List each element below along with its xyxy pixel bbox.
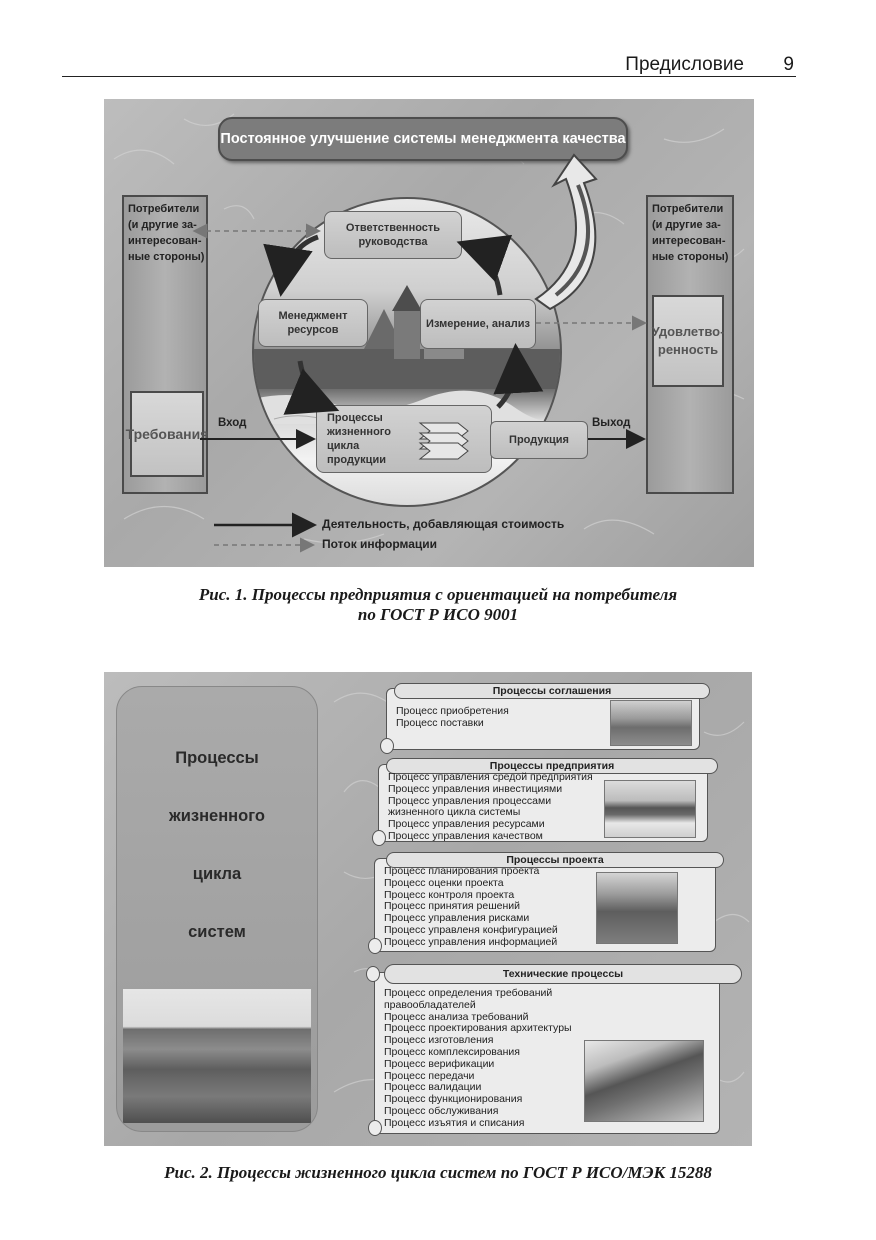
list-item: Процесс оценки проекта xyxy=(384,876,504,889)
requirements-box: Требования xyxy=(130,391,204,477)
scroll-curl xyxy=(368,938,382,954)
page-number: 9 xyxy=(783,54,794,75)
group-technical-items xyxy=(384,988,572,1130)
list-item: Процесс валидации xyxy=(384,1081,482,1094)
list-item: Процесс определения требований xyxy=(384,987,553,999)
group-project-items xyxy=(384,866,558,949)
list-item: Процесс обслуживания xyxy=(384,1104,499,1117)
measurement-analysis-box: Измерение, анализ xyxy=(420,299,536,349)
satisfaction-box: Удовлетво-ренность xyxy=(652,295,724,387)
flow-arrows xyxy=(104,99,754,567)
figure-1-diagram xyxy=(104,99,754,567)
scroll-curl xyxy=(366,966,380,982)
list-item: Процесс изъятия и списания xyxy=(384,1116,525,1129)
figure-1-caption xyxy=(0,585,876,625)
header-title: Предисловие xyxy=(625,54,744,75)
list-item: Процесс принятия решений xyxy=(384,900,521,913)
list-item: Процесс функционирования xyxy=(384,1093,523,1106)
photo-castle xyxy=(604,780,696,838)
list-item: Процесс управленя конфигурацией xyxy=(384,923,558,936)
consumers-left-label: Потребители (и другие за-интересован-ные стороны) xyxy=(128,203,205,263)
photo-forest-path xyxy=(596,872,678,944)
list-item: Процесс анализа требований xyxy=(384,1010,529,1023)
list-item: Процесс управления ресурсами xyxy=(388,818,545,831)
figure-2-caption xyxy=(0,1163,876,1183)
list-item: Процесс поставки xyxy=(396,716,484,729)
consumers-right-label: Потребители (и другие за-интересован-ные стороны) xyxy=(652,203,729,263)
panel-word-3: цикла xyxy=(192,865,242,883)
figure-2-diagram xyxy=(104,672,752,1146)
management-responsibility-box: Ответственность руководства xyxy=(324,211,462,259)
landscape-photo xyxy=(123,989,311,1123)
list-item: Процесс управления информацией xyxy=(384,935,558,948)
list-item: Процесс управления качеством xyxy=(388,829,543,842)
legend-information-flow: Поток информации xyxy=(322,537,438,551)
list-item: Процесс управления рисками xyxy=(384,912,530,925)
figure-2-caption-line1: Рис. 2. Процессы жизненного цикла систем по ГОСТ Р ИСО/МЭК 15288 xyxy=(164,1163,712,1182)
photo-stone-shore xyxy=(584,1040,704,1122)
list-item: Процесс комплексирования xyxy=(384,1045,520,1058)
group-enterprise-title: Процессы предприятия xyxy=(386,758,718,774)
figure-1-caption-line2: по ГОСТ Р ИСО 9001 xyxy=(357,605,519,624)
group-technical-title: Технические процессы xyxy=(384,964,742,984)
scroll-curl xyxy=(372,830,386,846)
list-item: Процесс проектирования архитектуры xyxy=(384,1022,572,1035)
input-label: Вход xyxy=(218,417,247,429)
scroll-curl xyxy=(368,1120,382,1136)
product-box: Продукция xyxy=(490,421,588,459)
list-item: Процесс управления процессами xyxy=(388,794,552,807)
panel-word-1: Процессы xyxy=(175,749,259,767)
list-item: Процесс контроля проекта xyxy=(384,888,515,901)
lifecycle-title-panel xyxy=(116,686,318,1132)
list-item: Процесс передачи xyxy=(384,1069,475,1082)
list-item: жизненного цикла системы xyxy=(388,806,521,819)
figure-1-caption-line1: Рис. 1. Процессы предприятия с ориентацией на потребителя xyxy=(198,585,678,604)
output-label: Выход xyxy=(592,417,631,429)
running-header xyxy=(62,52,796,77)
scroll-curl xyxy=(380,738,394,754)
group-agreement-title: Процессы соглашения xyxy=(394,683,710,699)
list-item: Процесс изготовления xyxy=(384,1034,494,1047)
panel-word-2: жизненного xyxy=(169,807,265,825)
list-item: Процесс управления средой предприятия xyxy=(388,771,593,783)
lifecycle-processes-label: Процессы жизненного цикла продукции xyxy=(327,412,391,466)
list-item: Процесс приобретения xyxy=(396,705,509,717)
list-item: Процесс верификации xyxy=(384,1057,495,1070)
group-agreement-items xyxy=(396,706,509,730)
list-item: правообладателей xyxy=(384,998,476,1011)
panel-word-4: систем xyxy=(188,923,246,941)
group-project-title: Процессы проекта xyxy=(386,852,724,868)
legend-value-activity: Деятельность, добавляющая стоимость xyxy=(322,517,565,531)
group-enterprise-items xyxy=(388,772,593,843)
photo-marsh xyxy=(610,700,692,746)
improvement-banner: Постоянное улучшение системы менеджмента качества xyxy=(218,117,628,161)
list-item: Процесс управления инвестициями xyxy=(388,782,563,795)
resource-management-box: Менеджмент ресурсов xyxy=(258,299,368,347)
list-item: Процесс планирования проекта xyxy=(384,865,540,877)
